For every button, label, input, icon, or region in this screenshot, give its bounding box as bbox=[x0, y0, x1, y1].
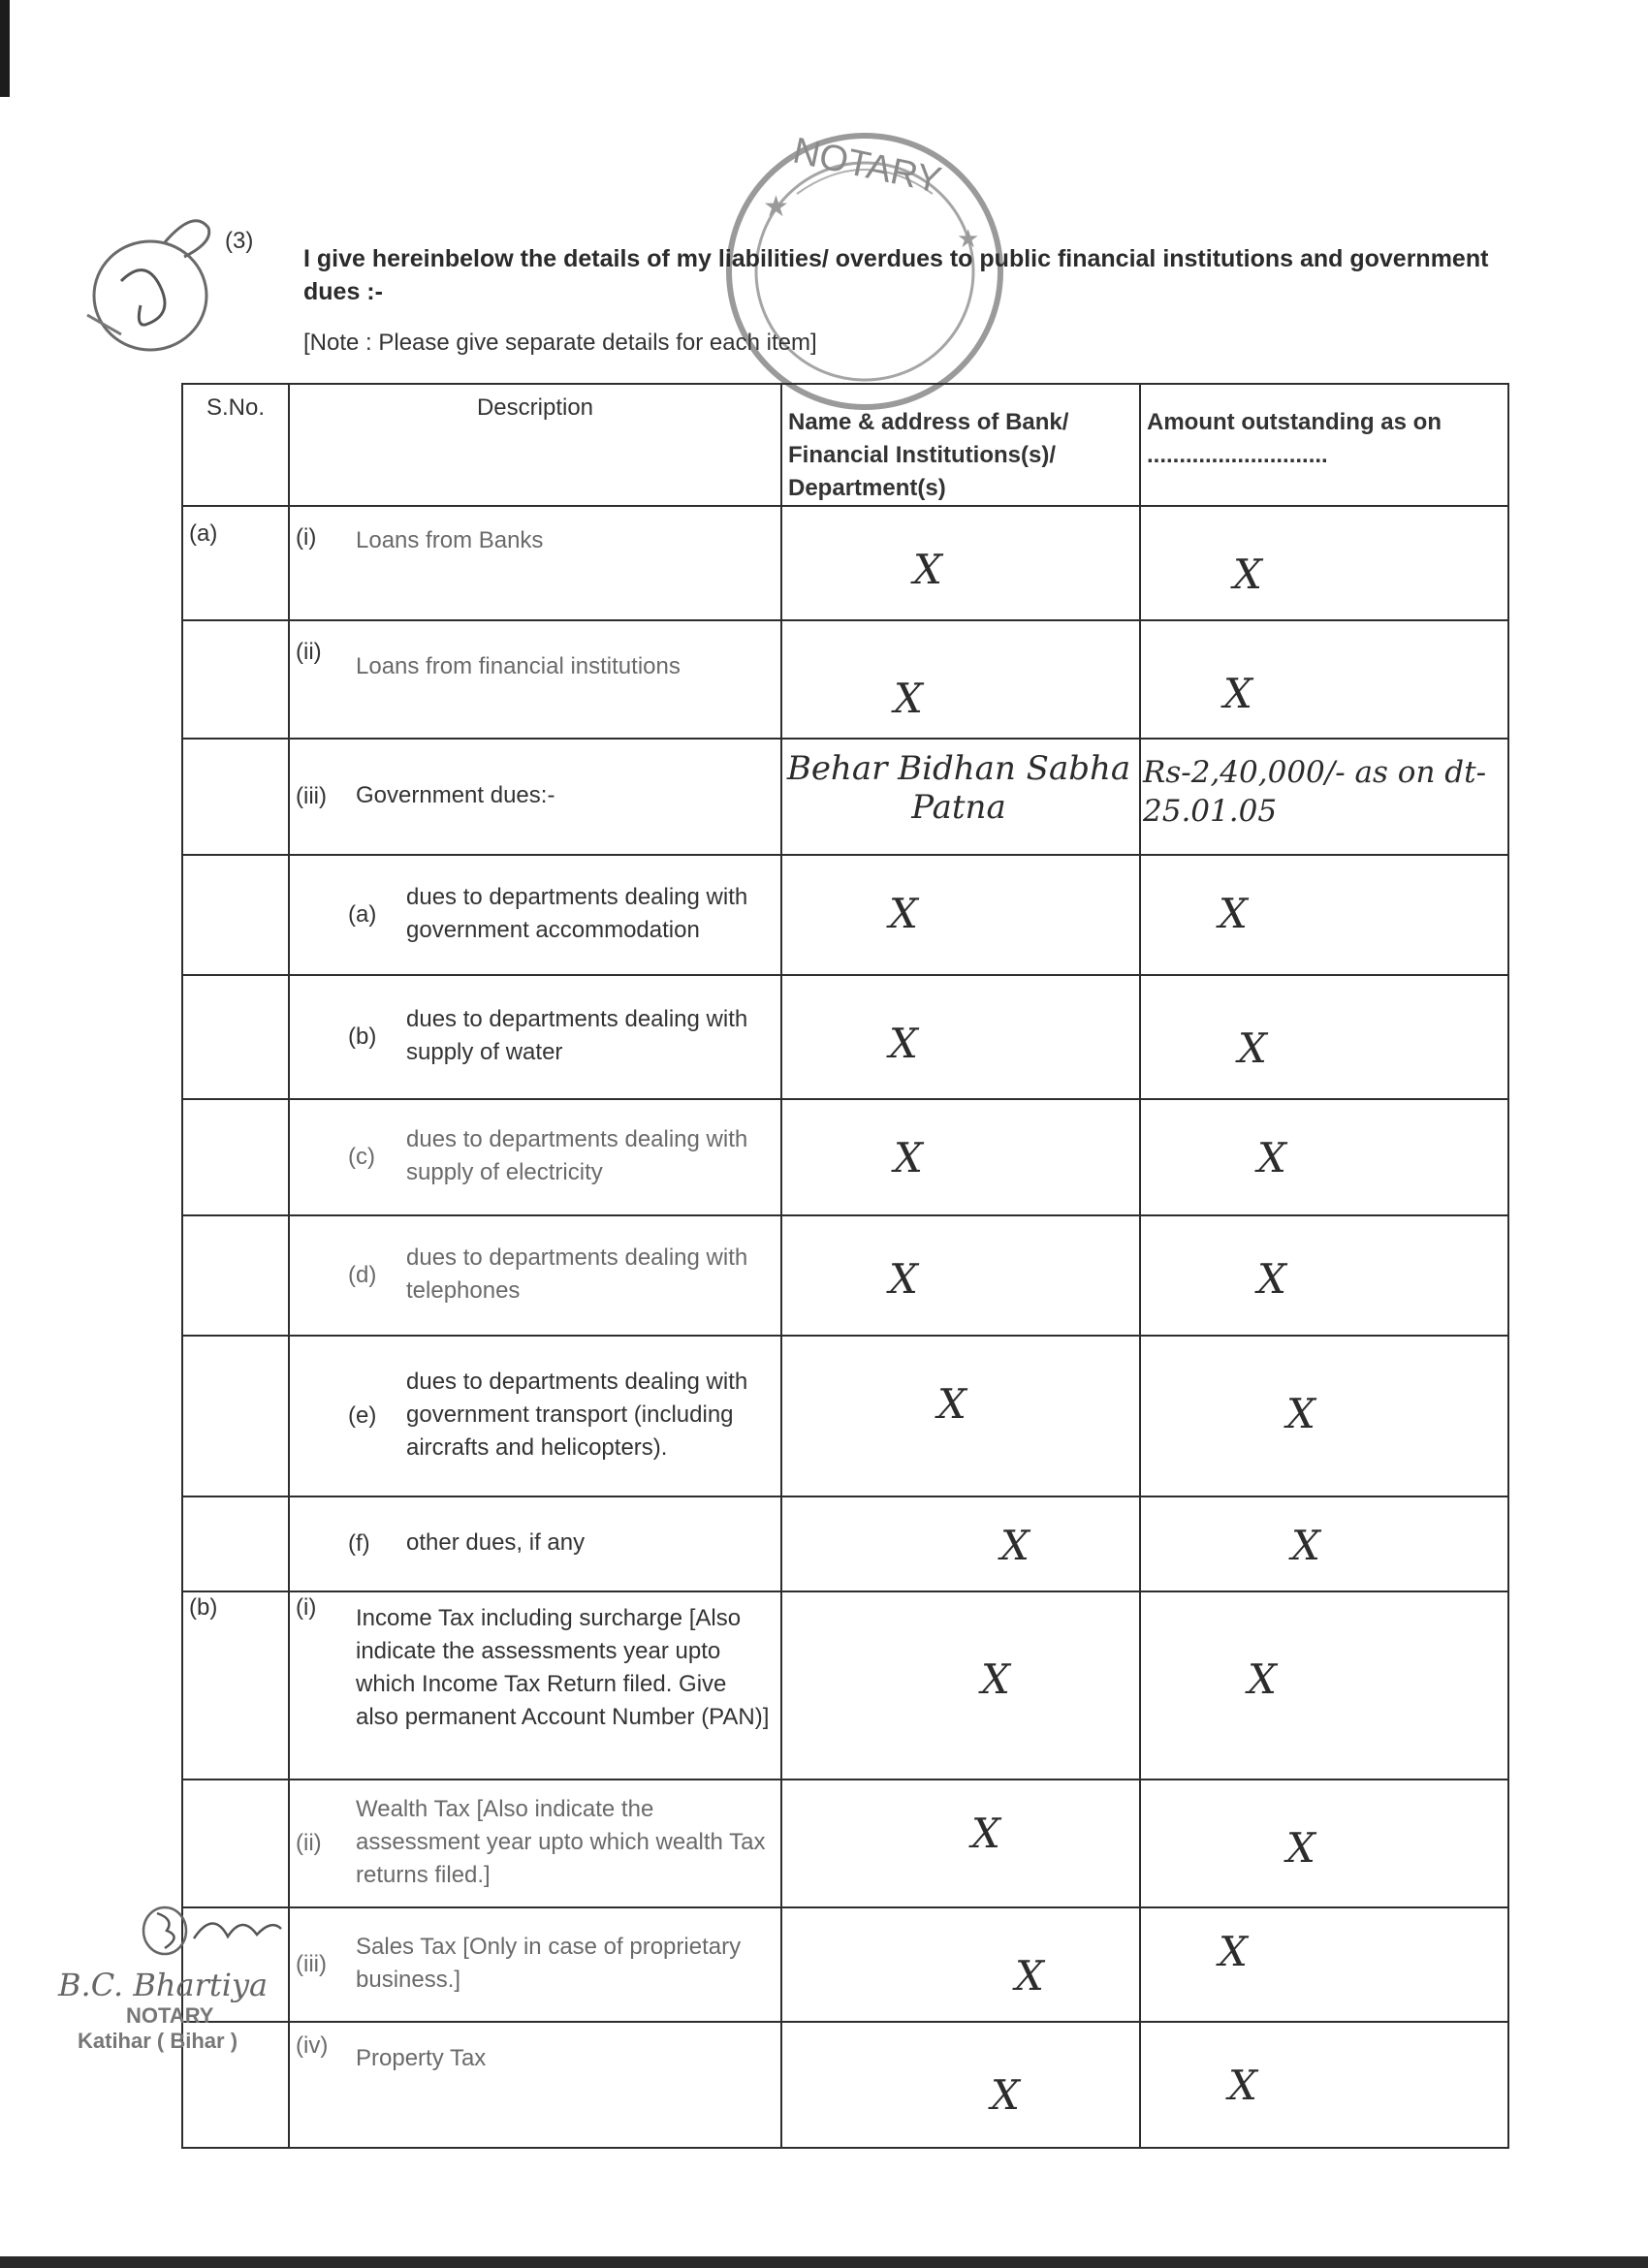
row-description: Sales Tax [Only in case of proprietary business.] bbox=[356, 1934, 742, 1993]
table-header-row bbox=[182, 384, 1508, 506]
notary-title: NOTARY bbox=[126, 2003, 214, 2028]
row-amount-cell bbox=[1140, 1591, 1508, 1780]
header-description: Description bbox=[289, 384, 781, 506]
row-description: Property Tax bbox=[356, 2045, 487, 2071]
row-description: Income Tax including surcharge [Also indicate the assessments year upto which Income Tax Return filed. Give also permanent Account Number (PAN)] bbox=[356, 1605, 770, 1730]
cross-mark: X bbox=[1257, 1255, 1286, 1303]
header-bank: Name & address of Bank/ Financial Institutions(s)/ Department(s) bbox=[781, 384, 1140, 506]
cross-mark: X bbox=[981, 1655, 1010, 1703]
cross-mark: X bbox=[1000, 1522, 1030, 1569]
row-description-cell bbox=[289, 1780, 781, 1907]
row-marker: (ii) bbox=[296, 1830, 322, 1856]
notary-signature-block bbox=[58, 1900, 330, 2054]
cross-mark: X bbox=[1219, 890, 1248, 937]
row-description-cell bbox=[289, 1591, 781, 1780]
header-sno: S.No. bbox=[182, 384, 289, 506]
row-marker: (ii) bbox=[296, 639, 322, 665]
table-row bbox=[182, 1496, 1508, 1591]
cross-mark: X bbox=[1286, 1390, 1315, 1437]
row-sno bbox=[182, 620, 289, 739]
row-sno bbox=[182, 1215, 289, 1336]
row-sno bbox=[182, 1336, 289, 1496]
row-description: dues to departments dealing with government transport (including aircrafts and helicopters). bbox=[406, 1369, 748, 1461]
table-row bbox=[182, 739, 1508, 855]
row-marker: (d) bbox=[348, 1262, 377, 1288]
table-row bbox=[182, 1780, 1508, 1907]
row-description-cell bbox=[289, 1336, 781, 1496]
row-description: Loans from Banks bbox=[356, 527, 544, 553]
cross-mark: X bbox=[1223, 670, 1252, 717]
table-row bbox=[182, 1591, 1508, 1780]
row-bank-cell bbox=[781, 739, 1140, 855]
cross-mark: X bbox=[991, 2071, 1020, 2119]
row-bank-cell bbox=[781, 620, 1140, 739]
table-row bbox=[182, 1099, 1508, 1215]
cross-mark: X bbox=[889, 1255, 918, 1303]
row-amount-cell bbox=[1140, 855, 1508, 975]
row-marker: (a) bbox=[348, 901, 377, 928]
row-amount-cell bbox=[1140, 1907, 1508, 2022]
row-bank-cell bbox=[781, 1907, 1140, 2022]
table-row bbox=[182, 506, 1508, 620]
svg-text:★: ★ bbox=[957, 224, 980, 253]
cross-mark: X bbox=[1286, 1824, 1315, 1872]
header-amount: Amount outstanding as on ............................ bbox=[1140, 384, 1508, 506]
row-description: dues to departments dealing with telephones bbox=[406, 1244, 748, 1304]
row-description: dues to departments dealing with government accommodation bbox=[406, 884, 748, 943]
table-row bbox=[182, 1336, 1508, 1496]
table-row bbox=[182, 1907, 1508, 2022]
row-description-cell bbox=[289, 2022, 781, 2148]
row-description-cell bbox=[289, 1099, 781, 1215]
item-number: (3) bbox=[225, 228, 254, 254]
cross-mark: X bbox=[1228, 2062, 1257, 2109]
cross-mark: X bbox=[1248, 1655, 1277, 1703]
row-bank-cell bbox=[781, 1099, 1140, 1215]
row-sno bbox=[182, 1496, 289, 1591]
row-sno bbox=[182, 855, 289, 975]
row-description: dues to departments dealing with supply of water bbox=[406, 1006, 748, 1065]
row-amount-cell bbox=[1140, 1215, 1508, 1336]
cross-mark: X bbox=[937, 1380, 967, 1428]
row-bank-cell bbox=[781, 975, 1140, 1099]
row-sno bbox=[182, 975, 289, 1099]
row-marker: (i) bbox=[296, 1594, 317, 1621]
row-amount-cell bbox=[1140, 739, 1508, 855]
amount-handwritten: Rs-2,40,000/- as on dt-25.01.05 bbox=[1143, 755, 1487, 829]
table-row bbox=[182, 855, 1508, 975]
svg-text:★: ★ bbox=[763, 191, 789, 223]
row-amount-cell bbox=[1140, 1099, 1508, 1215]
row-amount-cell bbox=[1140, 975, 1508, 1099]
table-row bbox=[182, 1215, 1508, 1336]
intro-text: I give hereinbelow the details of my liabilities/ overdues to public financial institutions and government dues :- bbox=[303, 245, 1489, 305]
initials-mark bbox=[68, 189, 233, 383]
cross-mark: X bbox=[1291, 1522, 1320, 1569]
row-bank-cell bbox=[781, 1780, 1140, 1907]
cross-mark: X bbox=[913, 546, 942, 593]
row-marker: (f) bbox=[348, 1530, 370, 1557]
row-bank-cell bbox=[781, 1215, 1140, 1336]
row-marker: (iii) bbox=[296, 1951, 327, 1977]
row-sno bbox=[182, 739, 289, 855]
row-description: other dues, if any bbox=[406, 1529, 586, 1556]
note-text: [Note : Please give separate details for each item] bbox=[303, 330, 817, 356]
row-bank-cell bbox=[781, 855, 1140, 975]
row-description: dues to departments dealing with supply of electricity bbox=[406, 1126, 748, 1185]
row-description: Wealth Tax [Also indicate the assessment year upto which wealth Tax returns filed.] bbox=[356, 1796, 766, 1888]
row-marker: (iii) bbox=[296, 783, 327, 809]
row-bank-cell bbox=[781, 1336, 1140, 1496]
table-row bbox=[182, 620, 1508, 739]
notary-signature bbox=[136, 1900, 330, 1967]
row-description: Government dues:- bbox=[356, 782, 555, 808]
seal-title: NOTARY bbox=[789, 130, 945, 202]
row-sno bbox=[182, 1099, 289, 1215]
row-amount-cell bbox=[1140, 1496, 1508, 1591]
row-marker: (c) bbox=[348, 1144, 375, 1170]
row-bank-cell bbox=[781, 2022, 1140, 2148]
row-sno: (a) bbox=[182, 506, 289, 620]
row-amount-cell bbox=[1140, 506, 1508, 620]
notary-name: B.C. Bhartiya bbox=[58, 1967, 269, 2003]
row-description-cell bbox=[289, 506, 781, 620]
liabilities-table bbox=[181, 383, 1509, 2149]
row-description: Loans from financial institutions bbox=[356, 653, 681, 679]
row-description-cell bbox=[289, 739, 781, 855]
notary-place: Katihar ( Bihar ) bbox=[78, 2029, 238, 2053]
row-bank-cell bbox=[781, 1591, 1140, 1780]
row-marker: (iv) bbox=[296, 2032, 329, 2059]
scan-bottom-edge bbox=[0, 2256, 1648, 2268]
cross-mark: X bbox=[1219, 1928, 1248, 1975]
row-bank-cell bbox=[781, 1496, 1140, 1591]
cross-mark: X bbox=[894, 675, 923, 722]
cross-mark: X bbox=[1238, 1024, 1267, 1072]
row-amount-cell bbox=[1140, 1336, 1508, 1496]
cross-mark: X bbox=[894, 1134, 923, 1181]
cross-mark: X bbox=[1257, 1134, 1286, 1181]
row-amount-cell bbox=[1140, 620, 1508, 739]
row-description-cell bbox=[289, 1496, 781, 1591]
row-amount-cell bbox=[1140, 1780, 1508, 1907]
row-amount-cell bbox=[1140, 2022, 1508, 2148]
row-marker: (e) bbox=[348, 1402, 377, 1429]
table-row bbox=[182, 2022, 1508, 2148]
cross-mark: X bbox=[1015, 1952, 1044, 2000]
table-row bbox=[182, 975, 1508, 1099]
cross-mark: X bbox=[971, 1810, 1000, 1857]
row-sno bbox=[182, 1780, 289, 1907]
cross-mark: X bbox=[889, 890, 918, 937]
scan-edge bbox=[0, 0, 10, 97]
row-marker: (b) bbox=[348, 1024, 377, 1050]
bank-name-handwritten: Behar Bidhan Sabha Patna bbox=[786, 749, 1131, 827]
row-sno: (b) bbox=[182, 1591, 289, 1780]
row-description-cell bbox=[289, 975, 781, 1099]
row-description-cell bbox=[289, 1215, 781, 1336]
cross-mark: X bbox=[1233, 551, 1262, 598]
row-description-cell bbox=[289, 855, 781, 975]
row-marker: (i) bbox=[296, 524, 317, 551]
cross-mark: X bbox=[889, 1020, 918, 1067]
row-description-cell bbox=[289, 1907, 781, 2022]
row-bank-cell bbox=[781, 506, 1140, 620]
row-description-cell bbox=[289, 620, 781, 739]
